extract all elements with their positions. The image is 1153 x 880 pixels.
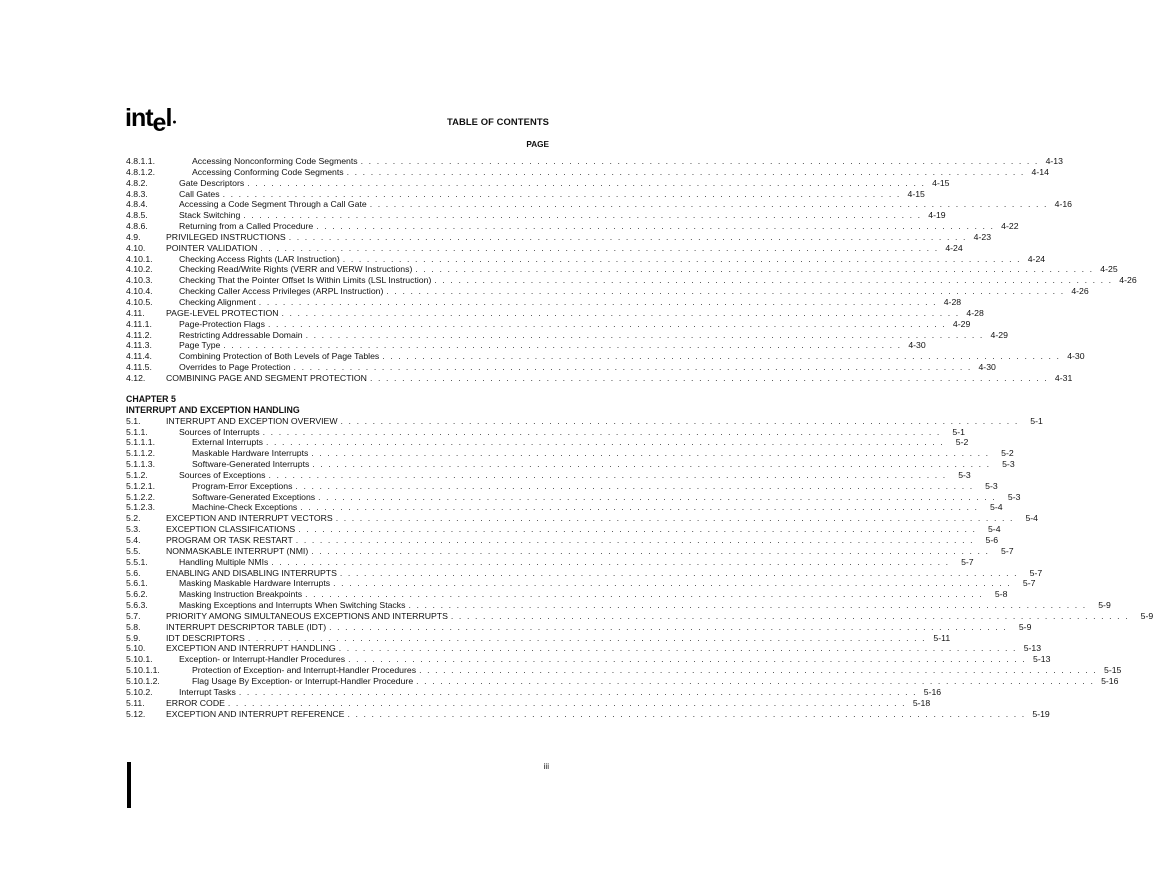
toc-entry[interactable] — [126, 264, 1118, 275]
toc-entry-page: 5-9 — [1018, 621, 1032, 632]
dot-leader: . . . . . . . . . . . . . . . . . . . . . . . . . . . . . . . . . . . . . . . . . . . . . . . . . . . . . . . . . . . . . . . . . . . . . . . . . . . . . . . . . . . . . — [295, 480, 974, 491]
toc-entry-number: 5.7. — [126, 610, 141, 621]
dot-leader: . . . . . . . . . . . . . . . . . . . . . . . . . . . . . . . . . . . . . . . . . . . . . . . . . . . . . . . . . . . . . . . . . . . . . . . . . . . . . . . . . . . . . — [243, 210, 922, 221]
dot-leader: . . . . . . . . . . . . . . . . . . . . . . . . . . . . . . . . . . . . . . . . . . . . . . . . . . . . . . . . . . . . . . . . . . . . . . . . . . . . . . . . . . . . . — [247, 632, 927, 643]
dot-leader: . . . . . . . . . . . . . . . . . . . . . . . . . . . . . . . . . . . . . . . . . . . . . . . . . . . . . . . . . . . . . . . . . . . . . . . . . . . . . . . . . . . . . — [265, 437, 945, 448]
toc-entry-title: Overrides to Page Protection — [179, 362, 294, 373]
toc-entry[interactable] — [126, 524, 1001, 535]
toc-entry[interactable] — [126, 199, 1073, 210]
toc-entry-page: 5-7 — [1000, 545, 1014, 556]
toc-entry-number: 5.10.1.1. — [126, 665, 160, 676]
dot-leader: . . . . . . . . . . . . . . . . . . . . . . . . . . . . . . . . . . . . . . . . . . . . . . . . . . . . . . . . . . . . . . . . . . . . . . . . . . . . . . . . . . . . . — [408, 600, 1087, 611]
toc-entry-title: Program-Error Exceptions — [192, 481, 295, 492]
dot-leader: . . . . . . . . . . . . . . . . . . . . . . . . . . . . . . . . . . . . . . . . . . . . . . . . . . . . . . . . . . . . . . . . . . . . . . . . . . . . . . . . . . . . . — [305, 589, 984, 600]
chapter-5-entries — [126, 415, 1153, 720]
toc-entry[interactable] — [126, 156, 1063, 167]
toc-entry-title: Exception- or Interrupt-Handler Procedures — [179, 654, 348, 665]
toc-entry[interactable] — [126, 621, 1032, 633]
toc-entry-page: 4-24 — [1027, 253, 1046, 264]
toc-entry-page: 5-2 — [955, 437, 969, 448]
dot-leader: . . . . . . . . . . . . . . . . . . . . . . . . . . . . . . . . . . . . . . . . . . . . . . . . . . . . . . . . . . . . . . . . . . . . . . . . . . . . . . . . . . . . . — [340, 415, 1019, 426]
dot-leader: . . . . . . . . . . . . . . . . . . . . . . . . . . . . . . . . . . . . . . . . . . . . . . . . . . . . . . . . . . . . . . . . . . . . . . . . . . . . . . . . . . . . . — [305, 329, 984, 340]
dot-leader: . . . . . . . . . . . . . . . . . . . . . . . . . . . . . . . . . . . . . . . . . . . . . . . . . . . . . . . . . . . . . . . . . . . . . . . . . . . . . . . . . . . . . — [311, 448, 990, 459]
toc-entry-number: 4.10. — [126, 242, 146, 253]
toc-entry-page: 5-19 — [1032, 708, 1050, 719]
toc-entry[interactable] — [126, 177, 950, 189]
toc-entry-number: 5.3. — [126, 524, 141, 535]
toc-entry-number: 5.10.2. — [126, 686, 153, 697]
toc-entry-page: 4-24 — [945, 242, 963, 253]
toc-entry-title: Returning from a Called Procedure — [179, 221, 316, 232]
toc-entry-title: Checking That the Pointer Offset Is Within Limits (LSL Instruction) — [179, 275, 434, 286]
toc-entry-page: 4-28 — [943, 296, 962, 307]
dot-leader: . . . . . . . . . . . . . . . . . . . . . . . . . . . . . . . . . . . . . . . . . . . . . . . . . . . . . . . . . . . . . . . . . . . . . . . . . . . . . . . . . . . . . — [360, 156, 1039, 166]
dot-leader: . . . . . . . . . . . . . . . . . . . . . . . . . . . . . . . . . . . . . . . . . . . . . . . . . . . . . . . . . . . . . . . . . . . . . . . . . . . . . . . . . . . . . — [369, 199, 1049, 210]
toc-entry-number: 4.9. — [126, 231, 141, 242]
toc-entry-page: 5-15 — [1104, 665, 1122, 676]
toc-entry-title: Page-Protection Flags — [179, 319, 268, 330]
dot-leader: . . . . . . . . . . . . . . . . . . . . . . . . . . . . . . . . . . . . . . . . . . . . . . . . . . . . . . . . . . . . . . . . . . . . . . . . . . . . . . . . . . . . . — [281, 307, 960, 318]
dot-leader: . . . . . . . . . . . . . . . . . . . . . . . . . . . . . . . . . . . . . . . . . . . . . . . . . . . . . . . . . . . . . . . . . . . . . . . . . . . . . . . . . . . . . — [227, 697, 907, 708]
toc-entry-page: 5-4 — [990, 502, 1003, 513]
toc-entry[interactable] — [126, 556, 974, 568]
section-4-entries — [126, 156, 1137, 384]
toc-entry-number: 4.11.5. — [126, 362, 152, 373]
toc-entry-title: PAGE-LEVEL PROTECTION — [166, 308, 281, 319]
toc-entry[interactable] — [126, 415, 1043, 427]
toc-entry-page: 5-7 — [1022, 578, 1036, 589]
dot-leader: . . . . . . . . . . . . . . . . . . . . . . . . . . . . . . . . . . . . . . . . . . . . . . . . . . . . . . . . . . . . . . . . . . . . . . . . . . . . . . . . . . . . . — [311, 545, 990, 556]
dot-leader: . . . . . . . . . . . . . . . . . . . . . . . . . . . . . . . . . . . . . . . . . . . . . . . . . . . . . . . . . . . . . . . . . . . . . . . . . . . . . . . . . . . . . — [258, 296, 938, 307]
toc-entry-title: PROGRAM OR TASK RESTART — [166, 535, 296, 546]
toc-entry-page: 4-29 — [952, 318, 971, 329]
toc-entry-number: 5.12. — [126, 708, 146, 719]
toc-entry-page: 4-29 — [990, 329, 1008, 340]
dot-leader: . . . . . . . . . . . . . . . . . . . . . . . . . . . . . . . . . . . . . . . . . . . . . . . . . . . . . . . . . . . . . . . . . . . . . . . . . . . . . . . . . . . . . — [316, 221, 995, 232]
toc-entry-page: 4-30 — [908, 340, 926, 351]
toc-entry[interactable] — [126, 610, 1153, 622]
dot-leader: . . . . . . . . . . . . . . . . . . . . . . . . . . . . . . . . . . . . . . . . . . . . . . . . . . . . . . . . . . . . . . . . . . . . . . . . . . . . . . . . . . . . . — [333, 578, 1012, 589]
dot-leader: . . . . . . . . . . . . . . . . . . . . . . . . . . . . . . . . . . . . . . . . . . . . . . . . . . . . . . . . . . . . . . . . . . . . . . . . . . . . . . . . . . . . . — [347, 708, 1026, 719]
toc-entry-number: 4.8.5. — [126, 210, 148, 221]
toc-entry-title: Maskable Hardware Interrupts — [192, 448, 311, 459]
dot-leader: . . . . . . . . . . . . . . . . . . . . . . . . . . . . . . . . . . . . . . . . . . . . . . . . . . . . . . . . . . . . . . . . . . . . . . . . . . . . . . . . . . . . . — [318, 491, 997, 502]
toc-entry-title: Protection of Exception- and Interrupt-Handler Procedures — [192, 665, 419, 676]
toc-entry-number: 5.10.1. — [126, 654, 153, 665]
dot-leader: . . . . . . . . . . . . . . . . . . . . . . . . . . . . . . . . . . . . . . . . . . . . . . . . . . . . . . . . . . . . . . . . . . . . . . . . . . . . . . . . . . . . . — [348, 654, 1027, 665]
toc-entry-number: 5.1.1. — [126, 426, 148, 437]
intel-logo: intel● — [125, 104, 176, 137]
toc-entry-title: PRIORITY AMONG SIMULTANEOUS EXCEPTIONS AND INTERRUPTS — [166, 611, 451, 622]
toc-entry-page: 5-7 — [1029, 567, 1043, 578]
toc-entry-number: 5.10. — [126, 643, 146, 654]
dot-leader: . . . . . . . . . . . . . . . . . . . . . . . . . . . . . . . . . . . . . . . . . . . . . . . . . . . . . . . . . . . . . . . . . . . . . . . . . . . . . . . . . . . . . — [247, 177, 926, 188]
change-bar — [127, 762, 131, 808]
toc-entry-page: 4-30 — [978, 362, 996, 373]
toc-entry[interactable] — [126, 448, 1014, 459]
toc-entry-title: Accessing Nonconforming Code Segments — [192, 156, 361, 167]
toc-entry-number: 4.10.1. — [126, 253, 153, 264]
toc-entry[interactable] — [126, 188, 925, 200]
toc-entry-number: 5.8. — [126, 621, 141, 632]
toc-entry-page: 4-15 — [932, 177, 950, 188]
toc-entry-number: 4.11.1. — [126, 318, 152, 329]
toc-entry-page: 5-1 — [1030, 415, 1043, 426]
toc-entry[interactable] — [126, 697, 931, 709]
toc-entry[interactable] — [126, 480, 998, 492]
chapter-label: CHAPTER 5 — [126, 393, 176, 404]
toc-entry-number: 5.1.1.3. — [126, 459, 155, 470]
toc-entry-page: 4-15 — [907, 188, 925, 199]
toc-entry-page: 4-16 — [1054, 199, 1073, 210]
toc-entry-title: INTERRUPT AND EXCEPTION OVERVIEW — [166, 416, 341, 427]
dot-leader: . . . . . . . . . . . . . . . . . . . . . . . . . . . . . . . . . . . . . . . . . . . . . . . . . . . . . . . . . . . . . . . . . . . . . . . . . . . . . . . . . . . . . — [298, 524, 977, 535]
toc-entry-page: 5-13 — [1023, 643, 1042, 654]
toc-entry[interactable] — [126, 318, 971, 330]
dot-leader: . . . . . . . . . . . . . . . . . . . . . . . . . . . . . . . . . . . . . . . . . . . . . . . . . . . . . . . . . . . . . . . . . . . . . . . . . . . . . . . . . . . . . — [346, 166, 1025, 177]
toc-entry-title: Sources of Exceptions — [179, 470, 268, 481]
toc-entry[interactable] — [126, 166, 1049, 178]
dot-leader: . . . . . . . . . . . . . . . . . . . . . . . . . . . . . . . . . . . . . . . . . . . . . . . . . . . . . . . . . . . . . . . . . . . . . . . . . . . . . . . . . . . . . — [223, 340, 902, 351]
toc-entry-number: 4.8.4. — [126, 199, 148, 210]
toc-entry-title: ENABLING AND DISABLING INTERRUPTS — [166, 568, 340, 579]
toc-entry-page: 4-30 — [1067, 351, 1085, 362]
toc-entry[interactable] — [126, 253, 1046, 265]
dot-leader: . . . . . . . . . . . . . . . . . . . . . . . . . . . . . . . . . . . . . . . . . . . . . . . . . . . . . . . . . . . . . . . . . . . . . . . . . . . . . . . . . . . . . — [312, 459, 991, 470]
toc-entry-number: 4.10.3. — [126, 275, 153, 286]
toc-entry-number: 5.1.1.1. — [126, 437, 155, 448]
toc-entry-title: Handling Multiple NMIs — [179, 557, 271, 568]
toc-entry-number: 5.6.2. — [126, 589, 148, 600]
toc-entry-title: Machine-Check Exceptions — [192, 502, 300, 513]
toc-entry-page: 4-19 — [928, 210, 946, 221]
toc-entry-number: 5.5.1. — [126, 556, 148, 567]
page-column-label: PAGE — [526, 140, 549, 149]
toc-entry[interactable] — [126, 708, 1050, 720]
toc-entry-number: 5.1.2.3. — [126, 502, 155, 513]
toc-entry-title: Restricting Addressable Domain — [179, 330, 306, 341]
toc-entry-page: 5-7 — [961, 556, 974, 567]
toc-entry-page: 4-14 — [1031, 166, 1049, 177]
toc-entry-title: Software-Generated Interrupts — [192, 459, 312, 470]
toc-entry-page: 5-16 — [923, 686, 942, 697]
dot-leader: . . . . . . . . . . . . . . . . . . . . . . . . . . . . . . . . . . . . . . . . . . . . . . . . . . . . . . . . . . . . . . . . . . . . . . . . . . . . . . . . . . . . . — [222, 188, 901, 199]
toc-entry-title: Software-Generated Exceptions — [192, 492, 318, 503]
toc-entry-title: Combining Protection of Both Levels of Page Tables — [179, 351, 382, 362]
toc-entry[interactable] — [126, 502, 1003, 513]
dot-leader: . . . . . . . . . . . . . . . . . . . . . . . . . . . . . . . . . . . . . . . . . . . . . . . . . . . . . . . . . . . . . . . . . . . . . . . . . . . . . . . . . . . . . — [262, 426, 941, 437]
dot-leader: . . . . . . . . . . . . . . . . . . . . . . . . . . . . . . . . . . . . . . . . . . . . . . . . . . . . . . . . . . . . . . . . . . . . . . . . . . . . . . . . . . . . . — [238, 686, 918, 697]
toc-entry-number: 5.1.2.1. — [126, 480, 155, 491]
toc-entry-title: Masking Maskable Hardware Interrupts — [179, 578, 333, 589]
dot-leader: . . . . . . . . . . . . . . . . . . . . . . . . . . . . . . . . . . . . . . . . . . . . . . . . . . . . . . . . . . . . . . . . . . . . . . . . . . . . . . . . . . . . . — [288, 231, 968, 242]
toc-entry[interactable] — [126, 296, 962, 308]
toc-entry-title: Stack Switching — [179, 210, 243, 221]
dot-leader: . . . . . . . . . . . . . . . . . . . . . . . . . . . . . . . . . . . . . . . . . . . . . . . . . . . . . . . . . . . . . . . . . . . . . . . . . . . . . . . . . . . . . — [295, 535, 975, 545]
toc-entry-page: 5-3 — [1007, 491, 1021, 502]
toc-entry-page: 5-4 — [1025, 513, 1039, 524]
toc-entry-page: 5-11 — [933, 632, 951, 643]
toc-entry-page: 5-8 — [994, 589, 1008, 600]
dot-leader: . . . . . . . . . . . . . . . . . . . . . . . . . . . . . . . . . . . . . . . . . . . . . . . . . . . . . . . . . . . . . . . . . . . . . . . . . . . . . . . . . . . . . — [329, 621, 1008, 632]
toc-entry-title: Interrupt Tasks — [179, 687, 239, 698]
toc-entry[interactable] — [126, 275, 1137, 286]
toc-entry-page: 5-6 — [985, 535, 999, 545]
toc-entry-number: 4.11. — [126, 307, 145, 318]
toc-entry-number: 4.10.4. — [126, 286, 153, 297]
toc-entry[interactable] — [126, 221, 1019, 232]
toc-entry-number: 5.1.2.2. — [126, 491, 155, 502]
dot-leader: . . . . . . . . . . . . . . . . . . . . . . . . . . . . . . . . . . . . . . . . . . . . . . . . . . . . . . . . . . . . . . . . . . . . . . . . . . . . . . . . . . . . . — [419, 665, 1098, 676]
toc-entry-page: 5-18 — [912, 697, 931, 708]
toc-entry-title: Gate Descriptors — [179, 178, 247, 189]
toc-entry-number: 5.10.1.2. — [126, 675, 160, 686]
toc-entry-title: Masking Instruction Breakpoints — [179, 589, 305, 600]
page-number: iii — [543, 762, 549, 771]
toc-entry-number: 5.4. — [126, 535, 141, 545]
toc-entry-number: 5.5. — [126, 545, 141, 556]
toc-entry-page: 4-31 — [1054, 372, 1073, 383]
toc-entry-title: Call Gates — [179, 189, 223, 200]
toc-entry[interactable] — [126, 589, 1008, 600]
toc-entry[interactable] — [126, 437, 969, 448]
toc-entry-number: 4.10.5. — [126, 296, 153, 307]
toc-entry[interactable] — [126, 307, 984, 319]
toc-entry-page: 4-26 — [1071, 286, 1089, 297]
toc-entry-title: Accessing Conforming Code Segments — [192, 167, 347, 178]
toc-entry-number: 4.10.2. — [126, 264, 153, 275]
toc-entry-title: ERROR CODE — [166, 698, 228, 709]
page-header-title: TABLE OF CONTENTS — [446, 116, 549, 127]
toc-entry-number: 4.12. — [126, 372, 146, 383]
toc-entry-page: 4-28 — [966, 307, 984, 318]
dot-leader: . . . . . . . . . . . . . . . . . . . . . . . . . . . . . . . . . . . . . . . . . . . . . . . . . . . . . . . . . . . . . . . . . . . . . . . . . . . . . . . . . . . . . — [300, 502, 979, 513]
toc-entry-page: 5-9 — [1140, 610, 1153, 621]
toc-entry-page: 5-4 — [987, 524, 1001, 535]
toc-entry-title: NONMASKABLE INTERRUPT (NMI) — [166, 546, 311, 557]
dot-leader: . . . . . . . . . . . . . . . . . . . . . . . . . . . . . . . . . . . . . . . . . . . . . . . . . . . . . . . . . . . . . . . . . . . . . . . . . . . . . . . . . . . . . — [271, 556, 950, 567]
toc-entry[interactable] — [126, 372, 1073, 384]
toc-entry[interactable] — [126, 632, 951, 644]
dot-leader: . . . . . . . . . . . . . . . . . . . . . . . . . . . . . . . . . . . . . . . . . . . . . . . . . . . . . . . . . . . . . . . . . . . . . . . . . . . . . . . . . . . . . — [268, 469, 947, 480]
toc-entry-title: Flag Usage By Exception- or Interrupt-Handler Procedure — [192, 676, 416, 687]
toc-entry[interactable] — [126, 675, 1119, 687]
dot-leader: . . . . . . . . . . . . . . . . . . . . . . . . . . . . . . . . . . . . . . . . . . . . . . . . . . . . . . . . . . . . . . . . . . . . . . . . . . . . . . . . . . . . . — [338, 643, 1018, 654]
toc-entry[interactable] — [126, 654, 1051, 665]
toc-entry-number: 4.11.2. — [126, 329, 152, 340]
toc-entry[interactable] — [126, 567, 1043, 579]
toc-entry-number: 5.1. — [126, 415, 141, 426]
toc-entry[interactable] — [126, 578, 1036, 589]
toc-entry-title: EXCEPTION CLASSIFICATIONS — [166, 524, 298, 535]
toc-entry-page: 5-1 — [952, 426, 965, 437]
toc-entry[interactable] — [126, 643, 1042, 654]
dot-leader: . . . . . . . . . . . . . . . . . . . . . . . . . . . . . . . . . . . . . . . . . . . . . . . . . . . . . . . . . . . . . . . . . . . . . . . . . . . . . . . . . . . . . — [339, 567, 1019, 578]
toc-entry-number: 4.11.3. — [126, 340, 152, 351]
dot-leader: . . . . . . . . . . . . . . . . . . . . . . . . . . . . . . . . . . . . . . . . . . . . . . . . . . . . . . . . . . . . . . . . . . . . . . . . . . . . . . . . . . . . . — [450, 610, 1130, 621]
toc-entry-number: 5.1.2. — [126, 469, 148, 480]
toc-entry-title: PRIVILEGED INSTRUCTIONS — [166, 232, 289, 243]
chapter-title: INTERRUPT AND EXCEPTION HANDLING — [126, 404, 300, 415]
toc-entry-title: COMBINING PAGE AND SEGMENT PROTECTION — [166, 373, 370, 384]
toc-entry-number: 4.8.6. — [126, 221, 148, 232]
toc-entry-title: IDT DESCRIPTORS — [166, 633, 248, 644]
toc-entry[interactable] — [126, 491, 1021, 503]
toc-entry-title: Checking Read/Write Rights (VERR and VERW Instructions) — [179, 264, 415, 275]
toc-entry-number: 4.8.1.1. — [126, 156, 155, 166]
toc-entry-page: 5-13 — [1033, 654, 1051, 665]
toc-entry[interactable] — [126, 329, 1008, 341]
dot-leader: . . . . . . . . . . . . . . . . . . . . . . . . . . . . . . . . . . . . . . . . . . . . . . . . . . . . . . . . . . . . . . . . . . . . . . . . . . . . . . . . . . . . . — [260, 242, 939, 253]
toc-entry[interactable] — [126, 286, 1089, 297]
toc-entry-page: 5-3 — [958, 469, 971, 480]
toc-entry-page: 4-22 — [1001, 221, 1019, 232]
toc-entry[interactable] — [126, 231, 992, 243]
toc-entry-page: 5-3 — [1002, 459, 1015, 470]
toc-entry-title: Masking Exceptions and Interrupts When Switching Stacks — [179, 600, 408, 611]
toc-entry[interactable] — [126, 351, 1085, 362]
dot-leader: . . . . . . . . . . . . . . . . . . . . . . . . . . . . . . . . . . . . . . . . . . . . . . . . . . . . . . . . . . . . . . . . . . . . . . . . . . . . . . . . . . . . . — [267, 318, 947, 329]
toc-entry-number: 5.9. — [126, 632, 141, 643]
toc-entry-title: Accessing a Code Segment Through a Call Gate — [179, 199, 370, 210]
toc-entry-page: 5-16 — [1101, 675, 1119, 686]
toc-entry[interactable] — [126, 362, 996, 373]
toc-entry-title: Checking Caller Access Privileges (ARPL Instruction) — [179, 286, 386, 297]
toc-entry-page: 5-9 — [1098, 600, 1111, 611]
toc-entry[interactable] — [126, 545, 1014, 557]
toc-entry[interactable] — [126, 459, 1015, 470]
dot-leader: . . . . . . . . . . . . . . . . . . . . . . . . . . . . . . . . . . . . . . . . . . . . . . . . . . . . . . . . . . . . . . . . . . . . . . . . . . . . . . . . . . . . . — [434, 275, 1113, 286]
dot-leader: . . . . . . . . . . . . . . . . . . . . . . . . . . . . . . . . . . . . . . . . . . . . . . . . . . . . . . . . . . . . . . . . . . . . . . . . . . . . . . . . . . . . . — [416, 675, 1095, 686]
toc-entry-page: 4-25 — [1100, 264, 1118, 275]
dot-leader: . . . . . . . . . . . . . . . . . . . . . . . . . . . . . . . . . . . . . . . . . . . . . . . . . . . . . . . . . . . . . . . . . . . . . . . . . . . . . . . . . . . . . — [335, 513, 1015, 524]
toc-entry-title: Sources of Interrupts — [179, 427, 263, 438]
toc-entry-number: 5.6.1. — [126, 578, 148, 589]
toc-entry-title: Checking Access Rights (LAR Instruction) — [179, 254, 343, 265]
toc-entry-page: 5-3 — [985, 480, 998, 491]
toc-entry-number: 5.6.3. — [126, 600, 148, 611]
table-of-contents — [126, 156, 1153, 719]
toc-entry[interactable] — [126, 210, 946, 221]
toc-entry-title: EXCEPTION AND INTERRUPT HANDLING — [166, 643, 339, 654]
toc-entry-page: 4-13 — [1045, 156, 1063, 166]
toc-entry-number: 5.2. — [126, 513, 141, 524]
toc-entry-number: 5.1.1.2. — [126, 448, 155, 459]
toc-entry-title: INTERRUPT DESCRIPTOR TABLE (IDT) — [166, 622, 329, 633]
toc-entry-number: 4.8.2. — [126, 177, 148, 188]
toc-entry[interactable] — [126, 340, 926, 351]
dot-leader: . . . . . . . . . . . . . . . . . . . . . . . . . . . . . . . . . . . . . . . . . . . . . . . . . . . . . . . . . . . . . . . . . . . . . . . . . . . . . . . . . . . . . — [382, 351, 1061, 362]
toc-entry[interactable] — [126, 535, 999, 546]
toc-entry-number: 4.8.3. — [126, 188, 148, 199]
toc-entry-title: EXCEPTION AND INTERRUPT VECTORS — [166, 513, 336, 524]
dot-leader: . . . . . . . . . . . . . . . . . . . . . . . . . . . . . . . . . . . . . . . . . . . . . . . . . . . . . . . . . . . . . . . . . . . . . . . . . . . . . . . . . . . . . — [342, 253, 1022, 264]
toc-entry-title: POINTER VALIDATION — [166, 243, 260, 254]
toc-entry[interactable] — [126, 686, 942, 698]
toc-entry-number: 5.11. — [126, 697, 145, 708]
toc-entry-page: 5-2 — [1001, 448, 1014, 459]
toc-entry[interactable] — [126, 665, 1122, 676]
toc-entry-title: External Interrupts — [192, 437, 266, 448]
toc-entry-page: 4-23 — [973, 231, 992, 242]
toc-entry[interactable] — [126, 600, 1111, 611]
toc-entry[interactable] — [126, 242, 963, 254]
toc-entry-title: Checking Alignment — [179, 297, 259, 308]
toc-entry-number: 4.11.4. — [126, 351, 152, 362]
toc-entry[interactable] — [126, 426, 965, 438]
toc-entry-title: EXCEPTION AND INTERRUPT REFERENCE — [166, 709, 347, 720]
dot-leader: . . . . . . . . . . . . . . . . . . . . . . . . . . . . . . . . . . . . . . . . . . . . . . . . . . . . . . . . . . . . . . . . . . . . . . . . . . . . . . . . . . . . . — [293, 362, 972, 373]
chapter-gap — [126, 384, 549, 394]
toc-entry-number: 5.6. — [126, 567, 141, 578]
dot-leader: . . . . . . . . . . . . . . . . . . . . . . . . . . . . . . . . . . . . . . . . . . . . . . . . . . . . . . . . . . . . . . . . . . . . . . . . . . . . . . . . . . . . . — [386, 286, 1065, 297]
toc-entry-title: Page Type — [179, 340, 223, 351]
toc-entry[interactable] — [126, 513, 1039, 524]
toc-entry[interactable] — [126, 469, 971, 481]
dot-leader: . . . . . . . . . . . . . . . . . . . . . . . . . . . . . . . . . . . . . . . . . . . . . . . . . . . . . . . . . . . . . . . . . . . . . . . . . . . . . . . . . . . . . — [415, 264, 1094, 275]
toc-entry-page: 4-26 — [1119, 275, 1137, 286]
dot-leader: . . . . . . . . . . . . . . . . . . . . . . . . . . . . . . . . . . . . . . . . . . . . . . . . . . . . . . . . . . . . . . . . . . . . . . . . . . . . . . . . . . . . . — [369, 372, 1049, 383]
toc-entry-number: 4.8.1.2. — [126, 166, 155, 177]
